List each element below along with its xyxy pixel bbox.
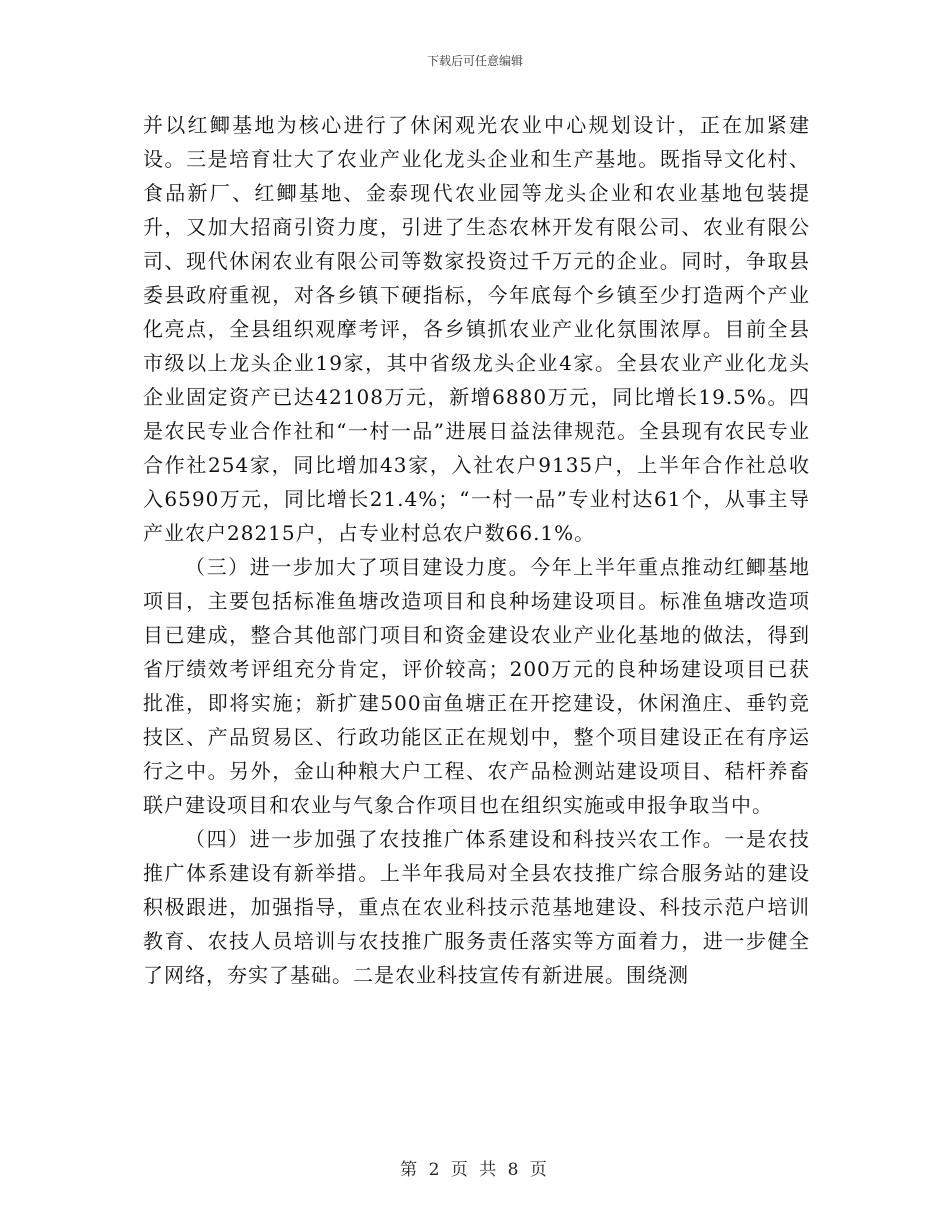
paragraph-3: （四）进一步加强了农技推广体系建设和科技兴农工作。一是农技推广体系建设有新举措。上半年我局对全县农技推广综合服务站的建设积极跟进，加强指导，重点在农业科技示范基地建设、科技示范户培训教育、农技人员培训与农技推广服务责任落实等方面着力，进一步健全了网络，夯实了基础。二是农业科技宣传有新进展。围绕测 [143, 827, 810, 987]
document-body [143, 108, 810, 992]
page-header: 下载后可任意编辑 [426, 54, 523, 68]
page-number-footer: 第 2 页 共 8 页 [400, 1160, 550, 1180]
paragraph-1: 并以红鲫基地为核心进行了休闲观光农业中心规划设计，正在加紧建设。三是培育壮大了农业产业化龙头企业和生产基地。既指导文化村、食品新厂、红鲫基地、金泰现代农业园等龙头企业和农业基地包装提升，又加大招商引资力度，引进了生态农林开发有限公司、农业有限公司、现代休闲农业有限公司等数家投资过千万元的企业。同时，争取县委县政府重视，对各乡镇下硬指标，今年底每个乡镇至少打造两个产业化亮点，全县组织观摩考评，各乡镇抓农业产业化氛围浓厚。目前全县市级以上龙头企业19家，其中省级龙头企业4家。全县农业产业化龙头企业固定资产已达42108万元，新增6880万元，同比增长19.5%。四是农民专业合作社和“一村一品”进展日益法律规范。全县现有农民专业合作社254家，同比增加43家，入社农户9135户，上半年合作社总收入6590万元，同比增长21.4%；“一村一品”专业村达61个，从事主导产业农户28215户，占专业村总农户数66.1%。 [143, 113, 810, 545]
paragraph-2: （三）进一步加大了项目建设力度。今年上半年重点推动红鲫基地项目，主要包括标准鱼塘改造项目和良种场建设项目。标准鱼塘改造项目已建成，整合其他部门项目和资金建设农业产业化基地的做法，得到省厅绩效考评组充分肯定，评价较高；200万元的良种场建设项目已获批准，即将实施；新扩建500亩鱼塘正在开挖建设，休闲渔庄、垂钓竞技区、产品贸易区、行政功能区正在规划中，整个项目建设正在有序运行之中。另外，金山种粮大户工程、农产品检测站建设项目、秸杆养畜联户建设项目和农业与气象合作项目也在组织实施或申报争取当中。 [143, 555, 810, 817]
